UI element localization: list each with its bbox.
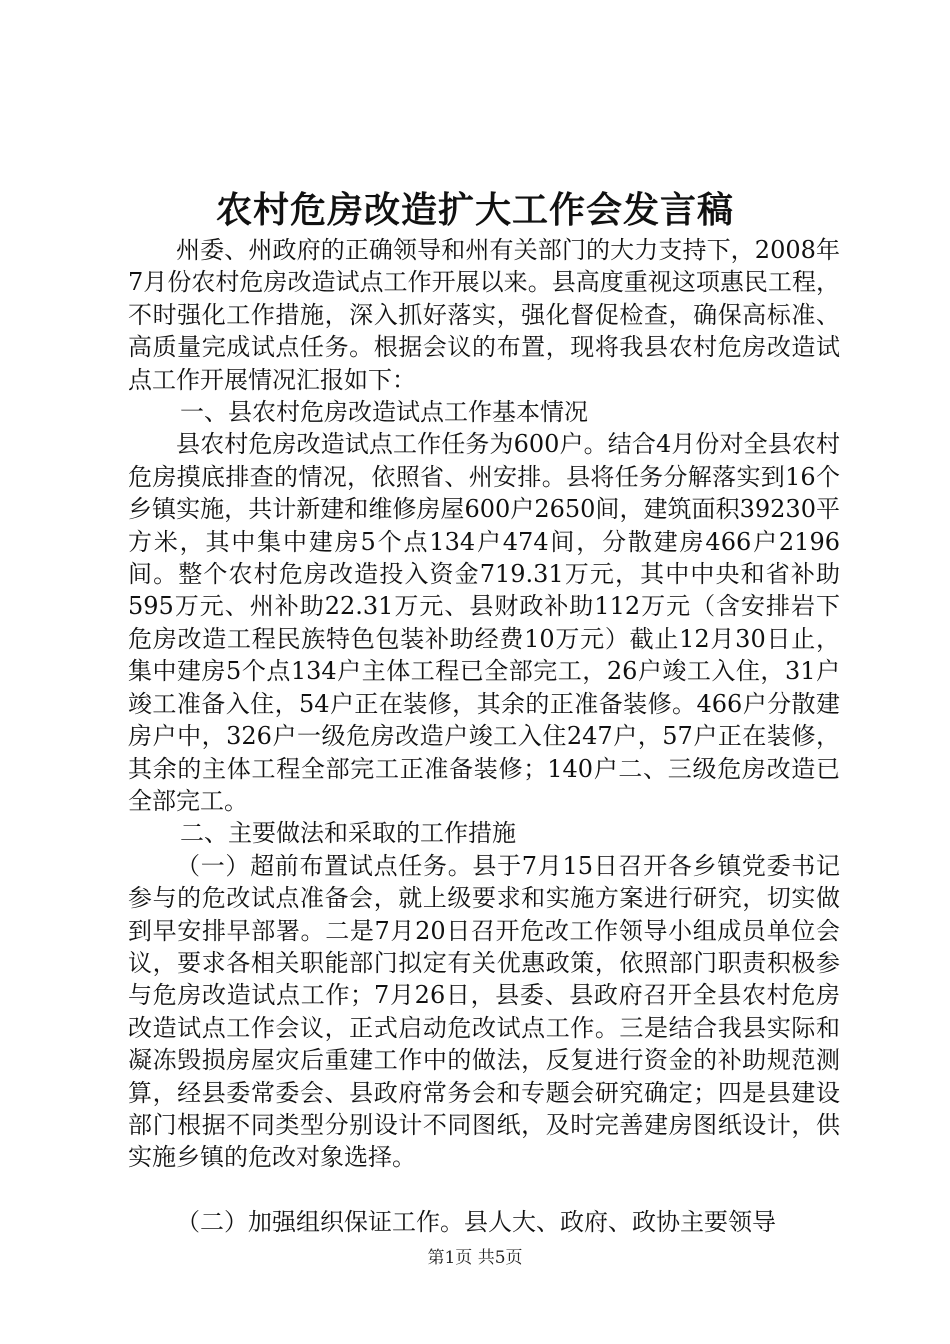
document-body xyxy=(128,234,840,1238)
intro-paragraph: 州委、州政府的正确领导和州有关部门的大力支持下，2008年7月份农村危房改造试点工作开展以来。县高度重视这项惠民工程，不时强化工作措施，深入抓好落实，强化督促检查，确保高标准、高质量完成试点任务。根据会议的布置，现将我县农村危房改造试点工作开展情况汇报如下： xyxy=(128,236,840,394)
basic-situation-paragraph: 县农村危房改造试点工作任务为600户。结合4月份对全县农村危房摸底排查的情况，依照省、州安排。县将任务分解落实到16个乡镇实施，共计新建和维修房屋600户2650间，建筑面积39230平方米，其中集中建房5个点134户474间，分散建房466户2196间。整个农村危房改造投入资金719.31万元，其中中央和省补助595万元、州补助22.31万元、县财政补助112万元（含安排岩下危房改造工程民族特色包装补助经费10万元）截止12月30日止，集中建房5个点134户主体工程已全部完工，26户竣工入住，31户竣工准备入住，54户正在装修，其余的正准备装修。466户分散建房户中，326户一级危房改造户竣工入住247户，57户正在装修，其余的主体工程全部完工正准备装修；140户二、三级危房改造已全部完工。 xyxy=(128,430,840,815)
section-heading-2: 二、主要做法和采取的工作措施 xyxy=(180,819,516,848)
section-heading-1: 一、县农村危房改造试点工作基本情况 xyxy=(180,398,588,427)
page-number: 第1页 共5页 xyxy=(427,1248,523,1268)
measure-2-paragraph: （二）加强组织保证工作。县人大、政府、政协主要领导 xyxy=(176,1207,776,1236)
document-title: 农村危房改造扩大工作会发言稿 xyxy=(215,189,734,231)
measure-1-paragraph: （一）超前布置试点任务。县于7月15日召开各乡镇党委书记参与的危改试点准备会，就上级要求和实施方案进行研究，切实做到早安排早部署。二是7月20日召开危改工作领导小组成员单位会议，要求各相关职能部门拟定有关优惠政策，依照部门职责积极参与危房改造试点工作；7月26日，县委、县政府召开全县农村危房改造试点工作会议，正式启动危改试点工作。三是结合我县实际和凝冻毁损房屋灾后重建工作中的做法，反复进行资金的补助规范测算，经县委常委会、县政府常务会和专题会研究确定；四是县建设部门根据不同类型分别设计不同图纸，及时完善建房图纸设计，供实施乡镇的危改对象选择。 xyxy=(128,851,840,1172)
